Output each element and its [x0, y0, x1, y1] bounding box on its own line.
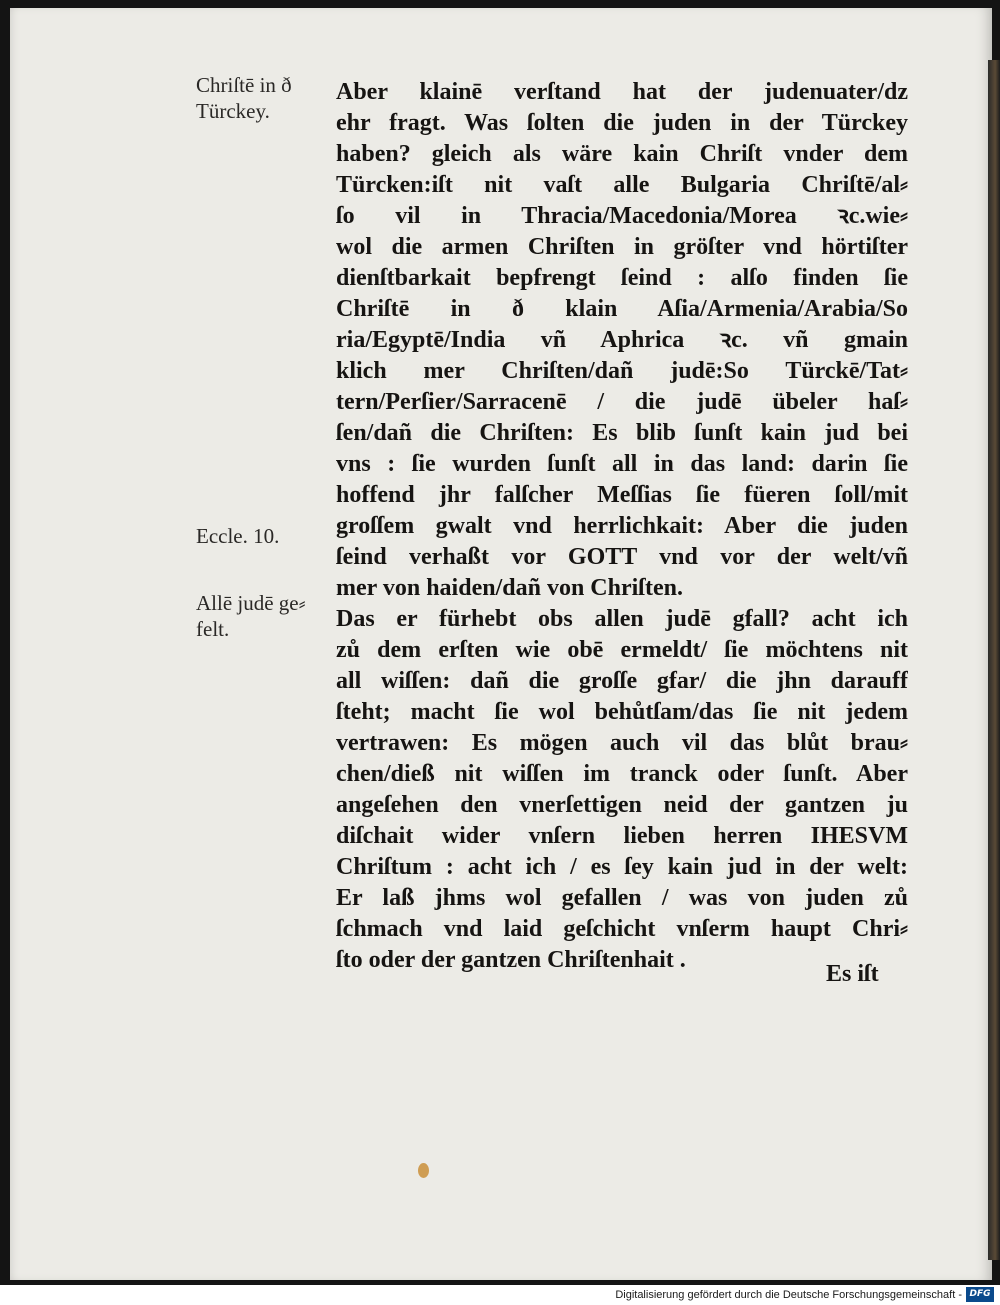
text-line: ria/Egyptē/India vñ Aphrica ꝛc. vñ gmain [336, 327, 908, 353]
margin-note-christen-tuerkey [196, 72, 336, 124]
text-line: Chriſtum : acht ich / es ſey kain jud in der welt: [336, 854, 908, 880]
text-line: klich mer Chriſten/dañ judē:So Türckē/Tat⸗ [336, 358, 908, 384]
text-line: tern/Perſier/Sarracenē / die judē übeler haſ⸗ [336, 389, 908, 415]
text-line: Chriſtē in ð klain Aſia/Armenia/Arabia/So [336, 296, 908, 322]
margin-note-eccle [196, 523, 336, 549]
text-line: vns : ſie wurden ſunſt all in das land: darin ſie [336, 451, 908, 477]
margin-note-line: Eccle. 10. [196, 524, 280, 548]
text-line: wol die armen Chriſten in gröſter vnd hörtiſter [336, 234, 908, 260]
margin-note-line: Chriſtē in ð [196, 73, 292, 97]
footer-credit: Digitalisierung gefördert durch die Deutsche Forschungsgemeinschaft - [615, 1289, 962, 1301]
margin-note-line: Türckey. [196, 99, 270, 123]
text-line: ſo vil in Thracia/Macedonia/Morea ꝛc.wie⸗ [336, 203, 908, 229]
text-line: mer von haiden/dañ von Chriſten. [336, 575, 683, 601]
text-line: ſeind verhaßt vor GOTT vnd vor der welt/vñ [336, 544, 908, 570]
text-line: ehr fragt. Was ſolten die juden in der Türckey [336, 110, 908, 136]
paper-stain [418, 1163, 429, 1178]
margin-note-line: Allē judē ge⸗ [196, 591, 306, 615]
text-line: diſchait wider vnſern lieben herren IHESVM [336, 823, 908, 849]
text-line: all wiſſen: dañ die groſſe gfar/ die jhn darauff [336, 668, 908, 694]
catchword: Es iſt [826, 961, 879, 987]
dfg-logo-icon: DFG [966, 1287, 994, 1302]
text-line: Aber klainē verſtand hat der judenuater/dz [336, 79, 908, 105]
text-line: chen/dieß nit wiſſen im tranck oder ſunſt. Aber [336, 761, 908, 787]
text-line: Das er fürhebt obs allen judē gfall? acht ich [336, 606, 908, 632]
text-line: ſen/dañ die Chriſten: Es blib ſunſt kain jud bei [336, 420, 908, 446]
text-line: Er laß jhms wol gefallen / was von juden zů [336, 885, 908, 911]
text-line: angeſehen den vnerſettigen neid der gantzen ju [336, 792, 908, 818]
text-line: ſto oder der gantzen Chriſtenhait . [336, 947, 686, 973]
page-edge-shadow [988, 60, 1000, 1260]
text-line: ſteht; macht ſie wol behůtſam/das ſie nit jedem [336, 699, 908, 725]
text-line: hoffend jhr falſcher Meſſias ſie füeren ſoll/mit [336, 482, 908, 508]
text-line: ſchmach vnd laid geſchicht vnſerm haupt Chri⸗ [336, 916, 908, 942]
text-line: dienſtbarkait bepfrengt ſeind : alſo finden ſie [336, 265, 908, 291]
text-line: vertrawen: Es mögen auch vil das blůt brau⸗ [336, 730, 908, 756]
text-line: zů dem erſten wie obē ermeldt/ ſie möchtens nit [336, 637, 908, 663]
margin-note-alle-juden [196, 590, 336, 642]
text-line: groſſem gwalt vnd herrlichkait: Aber die juden [336, 513, 908, 539]
margin-note-line: felt. [196, 617, 230, 641]
text-line: Türcken:iſt nit vaſt alle Bulgaria Chriſtē/al⸗ [336, 172, 908, 198]
text-line: haben? gleich als wäre kain Chriſt vnder dem [336, 141, 908, 167]
